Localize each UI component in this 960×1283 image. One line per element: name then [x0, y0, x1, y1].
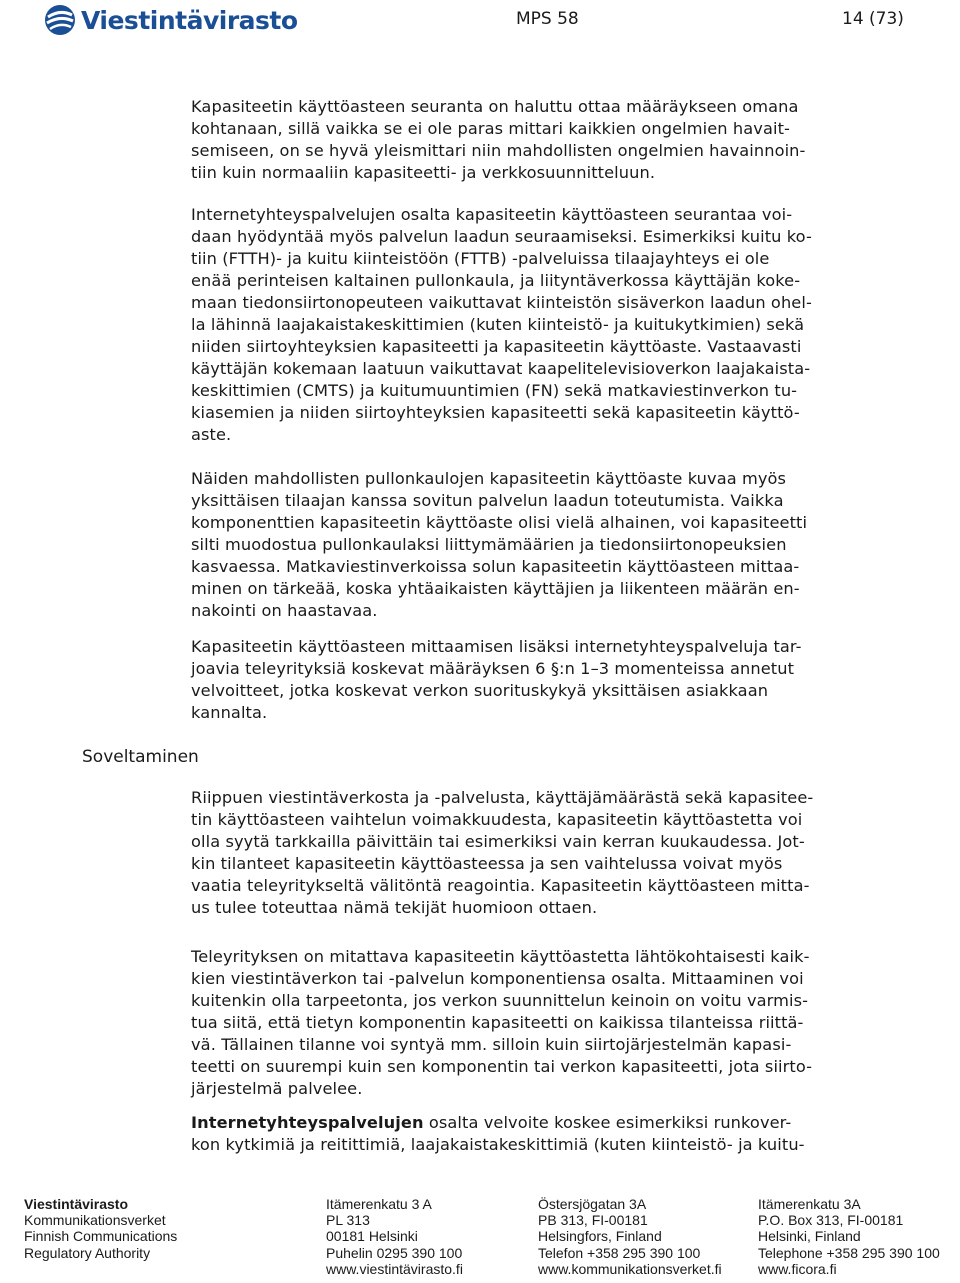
text-line [191, 1112, 805, 1134]
page-footer [0, 1196, 960, 1283]
paragraph-2 [191, 204, 812, 446]
bold-lead-term: Internetyhteyspalvelujen [191, 1113, 424, 1132]
text-fragment: osalta velvoite koskee esimerkiksi runkover- [423, 1113, 792, 1132]
text-line: silti muodostua pullonkaulaksi liittymämäärien ja tiedonsiirtonopeuksien [191, 535, 787, 554]
logo-wordmark: Viestintävirasto [81, 5, 298, 35]
text-line: minen on tärkeää, koska yhtäaikaisten käyttäjien ja liikenteen määrän en- [191, 579, 800, 598]
footer-address-swedish [538, 1196, 722, 1277]
footer-line: Itämerenkatu 3A [758, 1196, 861, 1212]
text-line: kohtanaan, sillä vaikka se ei ole paras mittari kaikkien ongelmien havait- [191, 119, 790, 138]
text-line: vä. Tällainen tilanne voi syntyä mm. silloin kuin siirtojärjestelmän kapasi- [191, 1035, 792, 1054]
text-line: nakointi on haastavaa. [191, 601, 378, 620]
footer-line: Finnish Communications [24, 1228, 178, 1245]
section-side-label: Soveltaminen [82, 747, 199, 767]
text-line: Kapasiteetin käyttöasteen seuranta on haluttu ottaa määräykseen omana [191, 97, 799, 116]
text-line: kin tilanteet kapasiteetin käyttöasteessa ja sen vaihtelussa voivat myös [191, 854, 783, 873]
footer-website-link[interactable]: www.viestintävirasto.fi [326, 1260, 463, 1277]
paragraph-5 [191, 787, 813, 919]
text-line: kuitenkin olla tarpeetonta, jos verkon suunnittelun keinoin on voitu varmis- [191, 991, 809, 1010]
footer-line: PB 313, FI-00181 [538, 1212, 648, 1229]
text-line: joavia teleyrityksiä koskevat määräyksen 6 §:n 1–3 momenteissa annetut [191, 659, 795, 678]
paragraph-3 [191, 468, 807, 622]
page-header [0, 0, 960, 40]
text-line: us tulee toteuttaa nämä tekijät huomioon ottaen. [191, 898, 598, 917]
text-line: kasvaessa. Matkaviestinverkoissa solun kapasiteetin käyttöasteen mittaa- [191, 557, 800, 576]
text-line: kien viestintäverkon tai -palvelun komponentiensa osalta. Mittaaminen voi [191, 969, 804, 988]
footer-agency-names [24, 1196, 177, 1261]
text-line: Teleyrityksen on mitattava kapasiteetin käyttöastetta lähtökohtaisesti kaik- [191, 947, 810, 966]
text-line: velvoitteet, jotka koskevat verkon suorituskykyä yksittäisen asiakkaan [191, 681, 769, 700]
paragraph-6 [191, 946, 812, 1100]
footer-line: Kommunikationsverket [24, 1212, 166, 1229]
footer-line: Helsinki, Finland [758, 1228, 861, 1245]
globe-logo-icon [44, 4, 76, 36]
agency-logo [44, 3, 298, 37]
text-line: tiin kuin normaaliin kapasiteetti- ja verkkosuunnitteluun. [191, 163, 656, 182]
text-line: käyttäjän kokemaan laatuun vaikuttavat kaapelitelevisioverkon laajakaista- [191, 359, 811, 378]
text-line: Internetyhteyspalvelujen osalta kapasiteetin käyttöasteen seurantaa voi- [191, 205, 793, 224]
text-line: niiden siirtoyhteyksien kapasiteetti ja kapasiteetin käyttöaste. Vastaavasti [191, 337, 802, 356]
text-line: Näiden mahdollisten pullonkaulojen kapasiteetin käyttöaste kuvaa myös [191, 469, 787, 488]
footer-line: PL 313 [326, 1212, 370, 1229]
footer-line: Puhelin 0295 390 100 [326, 1244, 463, 1261]
text-line: komponenttien kapasiteetin käyttöaste olisi vielä alhainen, voi kapasiteetti [191, 513, 808, 532]
footer-address-finnish [326, 1196, 463, 1277]
footer-line: P.O. Box 313, FI-00181 [758, 1212, 904, 1229]
text-line: keskittimien (CMTS) ja kuitumuuntimien (FN) sekä matkaviestinverkon tu- [191, 381, 798, 400]
text-line: vaatia teleyritykseltä välitöntä reagointia. Kapasiteetin käyttöasteen mitta- [191, 876, 810, 895]
text-line: enää perinteisen kaltainen pullonkaula, ja liityntäverkossa käyttäjän koke- [191, 271, 801, 290]
footer-line: Telephone +358 295 390 100 [758, 1244, 940, 1261]
text-line: tiin (FTTH)- ja kuitu kiinteistöön (FTTB) -palveluissa tilaajayhteys ei ole [191, 249, 770, 268]
footer-line: Regulatory Authority [24, 1244, 151, 1261]
footer-website-link[interactable]: www.ficora.fi [758, 1260, 837, 1277]
text-line: kon kytkimiä ja reitittimiä, laajakaistakeskittimiä (kuten kiinteistö- ja kuitu- [191, 1135, 805, 1154]
paragraph-7 [191, 1112, 805, 1156]
text-line: olla syytä tarkkailla päivittäin tai esimerkiksi vain kerran kuukaudessa. Jot- [191, 832, 805, 851]
text-line: yksittäisen tilaajan kanssa sovitun palvelun laadun toteutumista. Vaikka [191, 491, 784, 510]
text-line: maan tiedonsiirtonopeuteen vaikuttavat kiinteistön sisäverkon laadun ohel- [191, 293, 812, 312]
footer-address-english [758, 1196, 940, 1277]
document-id: MPS 58 [516, 9, 579, 29]
text-line: aste. [191, 425, 232, 444]
text-line: Riippuen viestintäverkosta ja -palvelusta, käyttäjämäärästä sekä kapasitee- [191, 788, 814, 807]
footer-line: Östersjögatan 3A [538, 1196, 647, 1212]
footer-line: 00181 Helsinki [326, 1228, 418, 1245]
text-line: järjestelmä palvelee. [191, 1079, 363, 1098]
paragraph-1 [191, 96, 805, 184]
paragraph-4 [191, 636, 802, 724]
footer-line: Itämerenkatu 3 A [326, 1196, 432, 1212]
text-line: la lähinnä laajakaistakeskittimien (kuten kiinteistö- ja kuitukytkimien) sekä [191, 315, 805, 334]
text-line: daan hyödyntää myös palvelun laadun seuraamiseksi. Esimerkiksi kuitu ko- [191, 227, 812, 246]
text-line: semiseen, on se hyvä yleismittari niin mahdollisten ongelmien havainnoin- [191, 141, 806, 160]
text-line: tua siitä, että tietyn komponentin kapasiteetti on kaikissa tilanteissa riittä- [191, 1013, 804, 1032]
page-number: 14 (73) [842, 9, 904, 29]
text-line: teetti on suurempi kuin sen komponentin tai verkon kapasiteetti, jota siirto- [191, 1057, 813, 1076]
text-line: kannalta. [191, 703, 268, 722]
text-line: tin käyttöasteen vaihtelun voimakkuudesta, kapasiteetin käyttöastetta voi [191, 810, 803, 829]
text-line: Kapasiteetin käyttöasteen mittaamisen lisäksi internetyhteyspalveluja tar- [191, 637, 802, 656]
footer-agency-name: Viestintävirasto [24, 1196, 129, 1212]
footer-line: Telefon +358 295 390 100 [538, 1244, 701, 1261]
text-line: kiasemien ja niiden siirtoyhteyksien kapasiteetti sekä kapasiteetin käyttö- [191, 403, 800, 422]
footer-line: Helsingfors, Finland [538, 1228, 662, 1245]
footer-website-link[interactable]: www.kommunikationsverket.fi [538, 1260, 722, 1277]
